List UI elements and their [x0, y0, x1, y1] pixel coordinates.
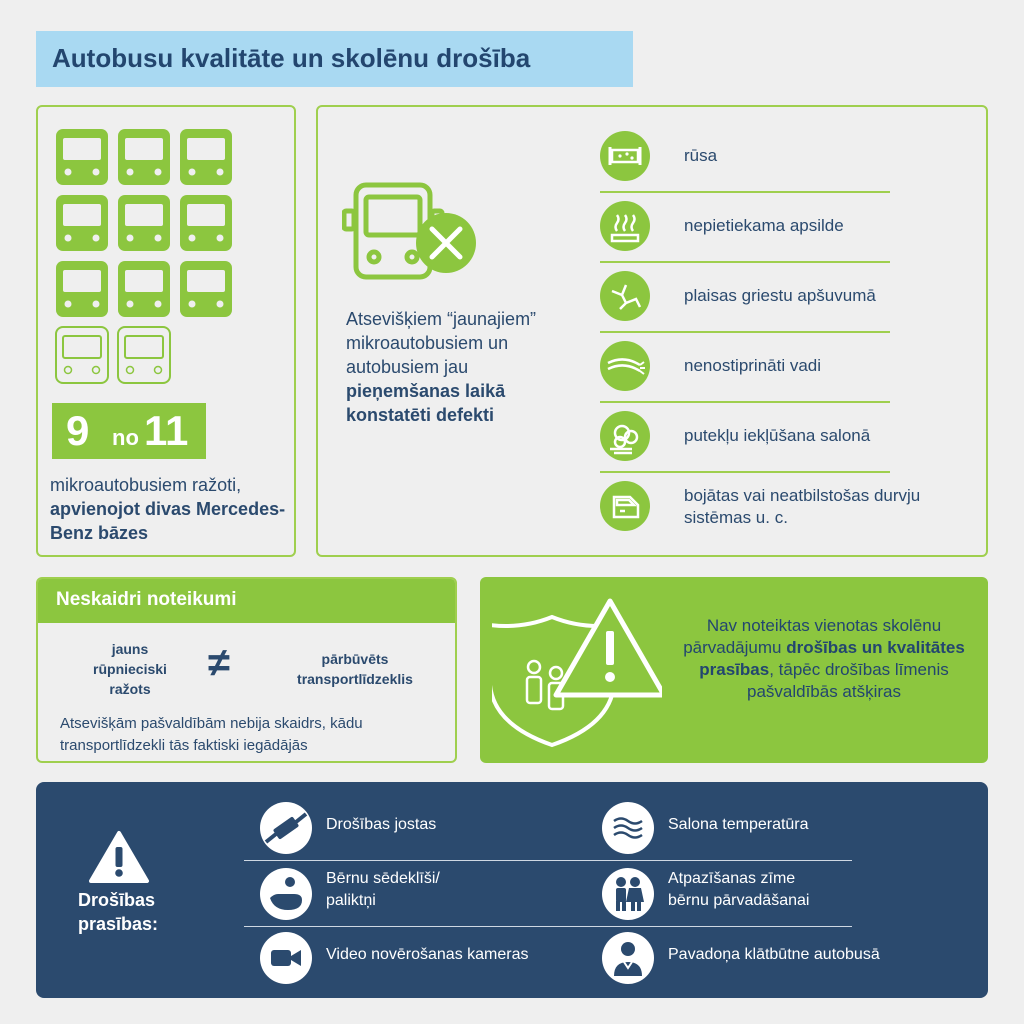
- rules-note: Atsevišķām pašvaldībām nebija skaidrs, kādu transportlīdzekli tās faktiski iegādājās: [60, 715, 363, 754]
- rules-panel: [36, 577, 457, 763]
- count-total: 11: [144, 407, 189, 454]
- divider: [244, 926, 852, 927]
- safety-title-line1: Drošības: [78, 890, 156, 910]
- safety-label-line1: Bērnu sēdeklīši/: [326, 870, 440, 887]
- defect-label: bojātas vai neatbilstošas durvju sistēmas u. c.: [684, 486, 921, 527]
- safety-label: Video novērošanas kameras: [326, 946, 529, 963]
- page-title: Autobusu kvalitāte un skolēnu drošība: [52, 43, 531, 73]
- safety-title: [78, 888, 158, 936]
- rules-heading: Neskaidri noteikumi: [56, 589, 237, 610]
- defect-intro-plain: Atsevišķiem “jaunajiem” mikroautobusiem un autobusiem jau: [346, 309, 537, 377]
- defect-label: putekļu iekļūšana salonā: [684, 426, 871, 445]
- door-icon: [600, 481, 650, 531]
- safety-label-line2: bērnu pārvadāšanai: [668, 892, 810, 909]
- children-sign-icon: [602, 868, 654, 920]
- bus-icon-highlighted: [56, 261, 108, 317]
- count-highlight: 9: [66, 407, 90, 454]
- bus-grid: [52, 125, 252, 405]
- shield-warning-icon: [492, 587, 662, 757]
- defect-label: plaisas griestu apšuvumā: [684, 286, 876, 305]
- not-equal-icon: ≠: [208, 641, 230, 685]
- bus-icon-other: [56, 327, 108, 383]
- defect-item-heating: [600, 193, 890, 263]
- count-connector: no: [112, 425, 139, 450]
- bus-desc-bold: apvienojot divas Mercedes-Benz bāzes: [50, 499, 286, 543]
- requirements-text: [674, 615, 974, 703]
- defects-panel: [316, 105, 988, 557]
- rules-header: [38, 579, 455, 623]
- requirements-text-a: Nav noteiktas vienotas skolēnu pārvadājumu: [683, 616, 942, 657]
- bus-icon-other: [118, 327, 170, 383]
- wires-icon: [600, 341, 650, 391]
- bus-icon-highlighted: [180, 129, 232, 185]
- rust-icon: [600, 131, 650, 181]
- count-badge: [52, 403, 206, 459]
- divider: [244, 860, 852, 861]
- crack-icon: [600, 271, 650, 321]
- bus-desc-plain: mikroautobusiem ražoti,: [50, 475, 242, 495]
- defect-intro-bold: pieņemšanas laikā konstatēti defekti: [346, 381, 506, 425]
- bus-icon-highlighted: [56, 129, 108, 185]
- video-camera-icon: [260, 932, 312, 984]
- defect-item-doors: [600, 473, 921, 549]
- safety-title-line2: prasības:: [78, 914, 159, 934]
- defect-intro: [346, 307, 566, 427]
- safety-label-line2: paliktņi: [326, 892, 376, 909]
- bus-icon-highlighted: [180, 261, 232, 317]
- bus-description: [50, 473, 290, 545]
- warning-icon: [88, 830, 150, 884]
- heating-icon: [600, 201, 650, 251]
- bus-icon-highlighted: [118, 129, 170, 185]
- defect-label: nenostiprināti vadi: [684, 356, 822, 375]
- bus-repair-icon: [342, 181, 482, 291]
- dust-icon: [600, 411, 650, 461]
- safety-label-line1: Atpazīšanas zīme: [668, 870, 796, 887]
- buses-panel: [36, 105, 296, 557]
- safety-label: Salona temperatūra: [668, 816, 809, 833]
- defect-label: nepietiekama apsilde: [684, 216, 844, 235]
- bus-icon-highlighted: [56, 195, 108, 251]
- defect-item-wires: [600, 333, 890, 403]
- safety-label: Drošības jostas: [326, 816, 437, 833]
- requirements-panel: [480, 577, 988, 763]
- seatbelt-icon: [260, 802, 312, 854]
- defect-item-rust: [600, 123, 890, 193]
- title-banner: [36, 31, 633, 87]
- rule-new-vehicle: jauns rūpnieciski ražots: [93, 641, 167, 697]
- bus-icon-highlighted: [118, 261, 170, 317]
- bus-icon-highlighted: [118, 195, 170, 251]
- defect-item-crack: [600, 263, 890, 333]
- defect-label: rūsa: [684, 146, 718, 165]
- requirements-text-b: , tāpēc drošības līmenis pašvaldībās atšķiras: [746, 660, 949, 701]
- child-seat-icon: [260, 868, 312, 920]
- attendant-icon: [602, 932, 654, 984]
- safety-panel: [36, 782, 988, 998]
- safety-label: [326, 868, 440, 912]
- defect-item-dust: [600, 403, 890, 473]
- requirements-text-bold: drošības un kvalitātes prasības: [699, 638, 965, 679]
- bus-icon-highlighted: [180, 195, 232, 251]
- safety-label: Pavadoņa klātbūtne autobusā: [668, 946, 880, 963]
- temperature-waves-icon: [602, 802, 654, 854]
- rule-rebuilt-vehicle: pārbūvēts transportlīdzeklis: [297, 651, 413, 687]
- safety-label: [668, 868, 809, 912]
